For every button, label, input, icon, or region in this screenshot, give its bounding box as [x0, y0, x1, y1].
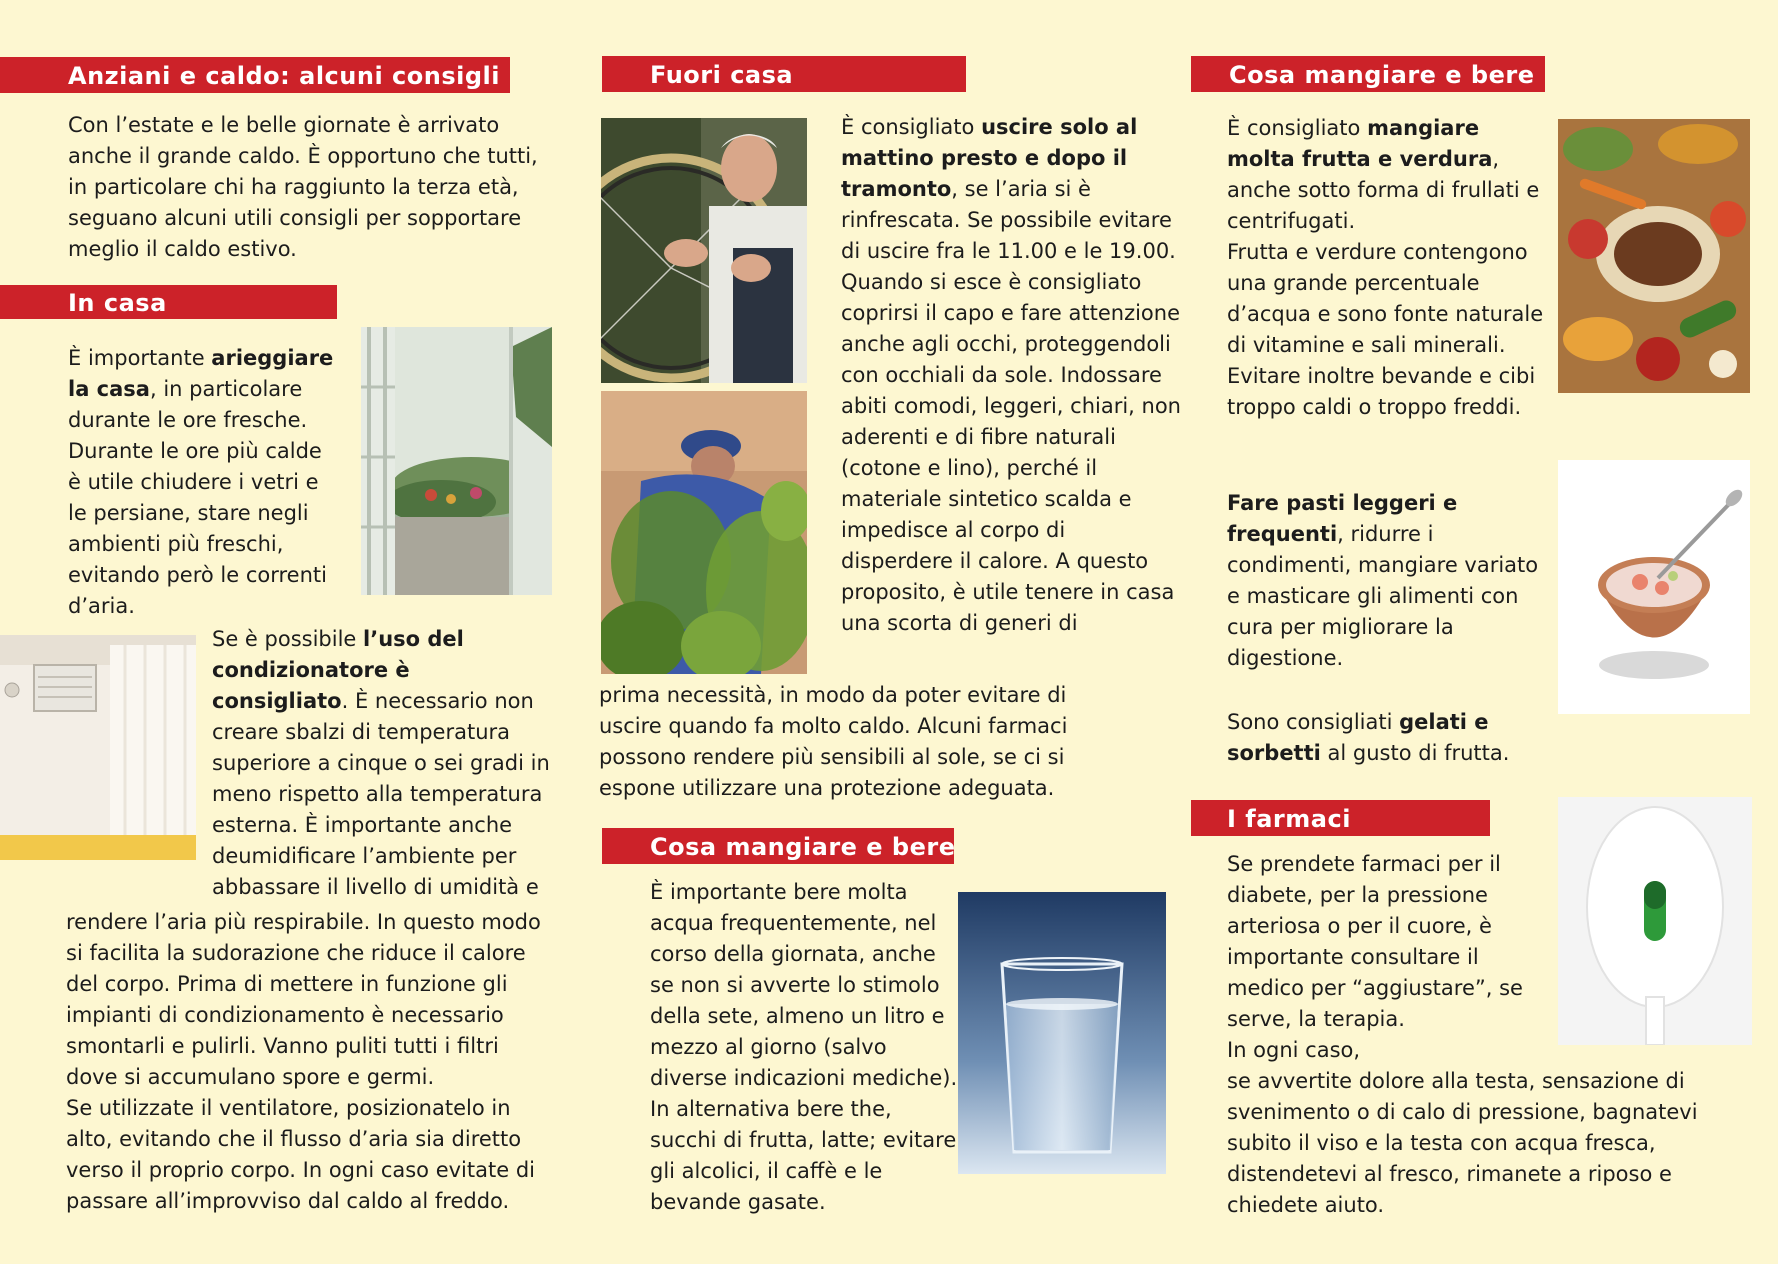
air-conditioner-photo [0, 635, 196, 860]
heading-main [0, 57, 510, 93]
heading-main-text: Anziani e caldo: alcuni consigli [68, 62, 500, 90]
food-paragraph-4: Fare pasti leggeri e frequenti, ridurre i condimenti, mangiare variato e masticare gli alimenti con cura per migliorare la digestione. [1227, 491, 1539, 670]
food-paragraph-1: È consigliato mangiare molta frutta e verdura, anche sotto forma di frullati e centrifugati. Frutta e verdure contengono una grande percentuale d’acqua e sono fonte naturale di vitamine e sali minerali. Evitare inoltre bevande e cibi troppo caldi o troppo freddi. [1227, 113, 1547, 423]
food-paragraph-5: Sono consigliati gelati e sorbetti al gusto di frutta. [1227, 710, 1510, 765]
sorbet-bowl-photo [1558, 460, 1750, 714]
food-paragraph-2: Frutta e verdure contengono una grande percentuale d’acqua e sono fonte naturale di vitamine e sali minerali. [1227, 240, 1544, 357]
home-paragraph-4: Se utilizzate il ventilatore, posizionatelo in alto, evitando che il flusso d’aria sia diretto verso il proprio corpo. In ogni caso evitate di passare all’improvviso dal caldo al freddo. [66, 1096, 535, 1213]
heading-food-col3-text: Cosa mangiare e bere [1229, 61, 1535, 89]
open-window-photo [361, 327, 552, 595]
heading-fuori-casa-text: Fuori casa [650, 61, 794, 89]
heading-drink-col2 [602, 828, 954, 864]
pill-on-spoon-photo [1558, 797, 1752, 1045]
drugs-paragraph-2: In ogni caso, [1227, 1038, 1361, 1062]
heading-drink-col2-text: Cosa mangiare e bere [650, 833, 956, 861]
heading-farmaci [1191, 800, 1490, 836]
heading-fuori-casa [602, 56, 966, 92]
fruit-vegetables-photo [1558, 119, 1750, 393]
drugs-paragraph-1: Se prendete farmaci per il diabete, per la pressione arteriosa o per il cuore, è importante consultare il medico per “aggiustare”, se serve, la terapia. In ogni caso, [1227, 849, 1542, 1066]
heading-food-col3 [1191, 56, 1545, 92]
elderly-man-bicycle-wheel-photo [601, 118, 807, 383]
out-paragraph-1: È consigliato uscire solo al mattino presto e dopo il tramonto, se l’aria si è rinfrescata. Se possibile evitare di uscire fra le 11.00 e le 19.00. Quando si esce è consigliato coprirsi il capo e fare attenzione anche agli occhi, proteggendoli con occhiali da sole. Indossare abiti comodi, leggeri, chiari, non aderenti e di fibre naturali (cotone e lino), perché il materiale sintetico scalda e impedisce al corpo di disperdere il calore. A questo proposito, è utile tenere in casa una scorta di generi di [841, 112, 1181, 639]
elderly-man-vineyard-photo [601, 391, 807, 674]
heading-in-casa [0, 285, 337, 319]
home-paragraph-1: È importante arieggiare la casa, in particolare durante le ore fresche. Durante le ore più calde è utile chiudere i vetri e le persiane, stare negli ambienti più freschi, evitando però le correnti d’aria. [68, 346, 334, 618]
drugs-paragraph-3: se avvertite dolore alla testa, sensazione di svenimento o di calo di pressione, bagnatevi subito il viso e la testa con acqua fresca, distendetevi al fresco, rimanete a riposo e chiedete aiuto. [1227, 1069, 1698, 1217]
glass-of-water-photo [958, 892, 1166, 1174]
food-paragraph-3: Evitare inoltre bevande e cibi troppo caldi o troppo freddi. [1227, 364, 1536, 419]
out-paragraph-3: prima necessità, in modo da poter evitare di uscire quando fa molto caldo. Alcuni farmaci possono rendere più sensibili al sole, se ci si espone utilizzare una protezione adeguata. [599, 683, 1068, 800]
intro-paragraph: Con l’estate e le belle giornate è arrivato anche il grande caldo. È opportuno che tutti, in particolare chi ha raggiunto la terza età, seguano alcuni utili consigli per sopportare meglio il caldo estivo. [68, 113, 538, 261]
out-paragraph-2: Quando si esce è consigliato coprirsi il capo e fare attenzione anche agli occhi, proteggendoli con occhiali da sole. Indossare abiti comodi, leggeri, chiari, non aderenti e di fibre naturali (cotone e lino), perché il materiale sintetico scalda e impedisce al corpo di disperdere il calore. A questo proposito, è utile tenere in casa una scorta di generi di [841, 270, 1181, 635]
heading-farmaci-text: I farmaci [1227, 805, 1351, 833]
heading-in-casa-text: In casa [68, 289, 167, 317]
home-paragraph-3: rendere l’aria più respirabile. In questo modo si facilita la sudorazione che riduce il calore del corpo. Prima di mettere in funzione gli impianti di condizionamento è necessario smontarli e pulirli. Vanno puliti tutti i filtri dove si accumulano spore e germi. Se utilizzate il ventilatore, posizionatelo in alto, evitando che il flusso d’aria sia diretto verso il proprio corpo. In ogni caso evitate di passare all’improvviso dal caldo al freddo. [66, 907, 556, 1217]
drink-paragraph: È importante bere molta acqua frequentemente, nel corso della giornata, anche se non si avverte lo stimolo della sete, almeno un litro e mezzo al giorno (salvo diverse indicazioni mediche). In alternativa bere the, succhi di frutta, latte; evitare gli alcolici, il caffè e le bevande gasate. [650, 880, 958, 1214]
home-paragraph-2: Se è possibile l’uso del condizionatore è consigliato. È necessario non creare sbalzi di temperatura superiore a cinque o sei gradi in meno rispetto alla temperatura esterna. È importante anche deumidificare l’ambiente per abbassare il livello di umidità e [212, 627, 550, 899]
